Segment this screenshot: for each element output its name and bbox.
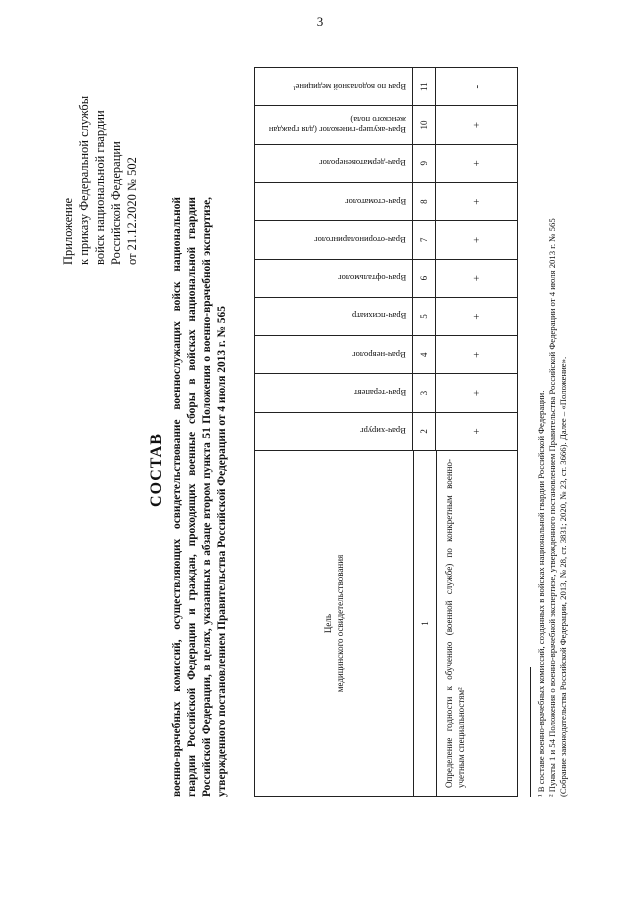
purpose-header: Цель медицинского освидетельствования (255, 451, 414, 796)
doctor-column (255, 220, 517, 258)
footnote-divider (530, 667, 531, 797)
doctor-column (255, 182, 517, 220)
doctor-mark: + (470, 275, 483, 282)
doctor-header: Врач-хирург (360, 426, 406, 437)
doctor-mark: + (470, 428, 483, 435)
footnote-2-continued: (Собрание законодательства Российской Федерации, 2013, № 28, ст. 3831; 2020, № 23, ст. 3666). Далее – «Положение». (558, 356, 568, 797)
doctor-column (255, 335, 517, 373)
doctor-column-number: 11 (413, 68, 436, 105)
doctor-mark: + (470, 313, 483, 320)
doctor-mark: + (470, 198, 483, 205)
doctor-header: Врач-терапевт (353, 388, 406, 399)
doctor-column-number: 10 (413, 106, 436, 143)
commission-table (254, 67, 518, 797)
footnote-1: ¹ В составе военно-врачебных комиссий, созданных в войсках национальной гвардии Российской Федерации. (536, 390, 546, 797)
doctor-column-number: 8 (413, 183, 436, 220)
doctor-columns (255, 68, 517, 450)
appendix-line: Приложение (61, 197, 75, 265)
appendix-line: к приказу Федеральной службы (77, 95, 91, 265)
doctor-column (255, 105, 517, 143)
doctor-column-number: 9 (413, 145, 436, 182)
doctor-mark: + (470, 389, 483, 397)
doctor-mark: + (470, 236, 483, 243)
doctor-header: Врач-дерматовенеролог (319, 158, 406, 169)
document-subtitle: военно-врачебных комиссий, осуществляющих освидетельствование военнослужащих войск национальной гвардии Российской Федерации и граждан, проходящих военные сборы в войсках национальной гвардии Российской Федерации, в целях, указанных в абзаце втором пункта 51 Положения о военно-врачебной экспертизе, утвержденного постановлением Правительства Российской Федерации от 4 июля 2013 г. № 565 (171, 197, 228, 797)
document-title: СОСТАВ (148, 433, 165, 507)
doctor-column-number: 5 (413, 298, 436, 335)
footnotes (536, 67, 569, 797)
doctor-column (255, 373, 517, 411)
doctor-column (255, 144, 517, 182)
doctor-header: Врач по водолазной медицине¹ (292, 81, 406, 92)
purpose-column (255, 450, 517, 796)
doctor-column-number: 7 (413, 221, 436, 258)
purpose-row-text: Определение годности к обучению (военной службе) по конкретным военно-учетным специальностям² (444, 459, 466, 788)
doctor-column-number: 2 (413, 413, 436, 450)
doctor-column-number: 6 (413, 260, 436, 297)
doctor-header: Врач-невролог (352, 349, 406, 360)
appendix-line: Российской Федерации (109, 141, 123, 265)
footnote-2: ² Пункты 1 и 54 Положения о военно-врачебной экспертизе, утвержденного постановлением Правительства Российской Федерации от 4 июля 2013 г. № 565 (547, 218, 557, 797)
doctor-header: Врач-оториноларинголог (314, 234, 406, 245)
doctor-column (255, 412, 517, 450)
doctor-column (255, 68, 517, 105)
doctor-mark: - (470, 84, 483, 89)
appendix-line: от 21.12.2020 № 502 (125, 157, 139, 265)
doctor-column-number: 4 (413, 336, 436, 373)
doctor-column (255, 297, 517, 335)
doctor-mark: + (470, 160, 483, 167)
doctor-header: Врач-психиатр (351, 311, 406, 322)
doctor-column (255, 259, 517, 297)
doctor-header: Врач-офтальмолог (337, 273, 406, 284)
doctor-column-number: 3 (413, 374, 436, 411)
page-number: 3 (316, 14, 324, 29)
doctor-mark: + (470, 121, 483, 129)
purpose-column-number: 1 (414, 451, 437, 796)
doctor-header: Врач-акушер-гинеколог (для граждан женского пола) (268, 114, 406, 135)
doctor-header: Врач-стоматолог (344, 196, 406, 207)
appendix-block (60, 65, 140, 265)
appendix-line: войск национальной гвардии (93, 110, 107, 265)
doctor-mark: + (470, 351, 483, 358)
